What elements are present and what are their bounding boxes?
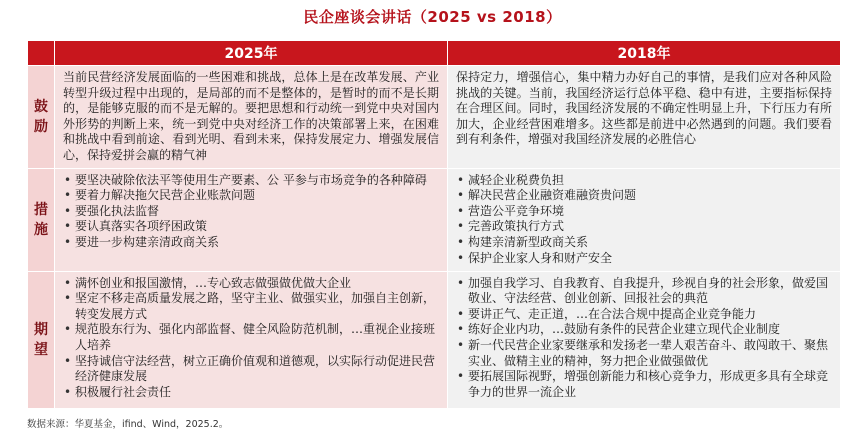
list-item: • 要坚决破除依法平等使用生产要素、公 平参与市场竞争的各种障碍: [63, 173, 439, 189]
list-item: • 保护企业家人身和财产安全: [456, 251, 832, 267]
row-label-encourage: 鼓 励: [28, 66, 55, 169]
row-measures: [28, 168, 841, 271]
source-note: 数据来源：华夏基金，ifind、Wind，2025.2。: [27, 419, 229, 430]
list-item: • 积极履行社会责任: [63, 385, 439, 401]
cell-2025-measures: [55, 168, 448, 271]
list-item: • 减轻企业税费负担: [456, 173, 832, 189]
cell-2025-expectations: [55, 271, 448, 408]
text-2018-encourage: 保持定力，增强信心，集中精力办好自己的事情，是我们应对各种风险挑战的关键。当前，我国经济运行总体平稳、稳中有进，主要指标保持在合理区间。同时，我国经济发展的不确定性明显上升，下行压力有所加大，企业经营困难增多。这些都是前进中必然遇到的问题。我们要看到有利条件，增强对我国经济发展的必胜信心: [456, 70, 832, 147]
header-2018: 2018年: [448, 41, 841, 66]
row-expectations: [28, 271, 841, 408]
list-item: • 新一代民营企业家要继承和发扬老一辈人艰苦奋斗、敢闯敢干、聚焦实业、做精主业的精神，努力把企业做强做优: [456, 338, 832, 369]
cell-2025-encourage: [55, 66, 448, 169]
text-2025-encourage: 当前民营经济发展面临的一些困难和挑战，总体上是在改革发展、产业转型升级过程中出现的，是局部的而不是整体的，是暂时的而不是长期的，是能够克服的而不是无解的。要把思想和行动统一到党中央对国内外形势的判断上来，统一到党中央对经济工作的决策部署上来，在困难和挑战中看到前途、看到光明、看到未来，保持发展定力、增强发展信心，保持爱拼会赢的精气神: [63, 70, 439, 162]
list-item: • 要强化执法监督: [63, 204, 439, 220]
list-item: • 要认真落实各项纾困政策: [63, 219, 439, 235]
list-item: • 营造公平竞争环境: [456, 204, 832, 220]
page-title: 民企座谈会讲话（2025 vs 2018）: [303, 8, 562, 26]
list-2018-expectations: [448, 272, 840, 405]
row-label-expectations: 期 望: [28, 271, 55, 408]
cell-2018-measures: [448, 168, 841, 271]
header-corner: [28, 41, 55, 66]
list-item: • 练好企业内功，…鼓励有条件的民营企业建立现代企业制度: [456, 322, 832, 338]
comparison-table: [27, 40, 841, 409]
list-item: • 完善政策执行方式: [456, 219, 832, 235]
list-item: • 构建亲清新型政商关系: [456, 235, 832, 251]
list-item: • 要进一步构建亲清政商关系: [63, 235, 439, 251]
list-item: • 规范股东行为、强化内部监督、健全风险防范机制，…重视企业接班人培养: [63, 322, 439, 353]
cell-2018-encourage: [448, 66, 841, 169]
list-item: • 要着力解决拖欠民营企业账款问题: [63, 188, 439, 204]
row-encourage: [28, 66, 841, 169]
list-2025-expectations: [55, 272, 447, 405]
list-item: • 要拓展国际视野，增强创新能力和核心竞争力，形成更多具有全球竞争力的世界一流企业: [456, 369, 832, 400]
list-item: • 满怀创业和报国激情，…专心致志做强做优做大企业: [63, 276, 439, 292]
list-item: • 要讲正气、走正道，…在合法合规中提高企业竞争能力: [456, 307, 832, 323]
list-item: • 解决民营企业融资难融资贵问题: [456, 188, 832, 204]
list-2018-measures: [448, 169, 840, 271]
list-item: • 坚定不移走高质量发展之路，坚守主业、做强实业，加强自主创新，转变发展方式: [63, 291, 439, 322]
header-2025: 2025年: [55, 41, 448, 66]
list-item: • 坚持诚信守法经营，树立正确价值观和道德观，以实际行动促进民营经济健康发展: [63, 354, 439, 385]
list-item: • 加强自我学习、自我教育、自我提升，珍视自身的社会形象，做爱国敬业、守法经营、创业创新、回报社会的典范: [456, 276, 832, 307]
cell-2018-expectations: [448, 271, 841, 408]
list-2025-measures: [55, 169, 447, 255]
row-label-measures: 措 施: [28, 168, 55, 271]
header-row: [28, 41, 841, 66]
